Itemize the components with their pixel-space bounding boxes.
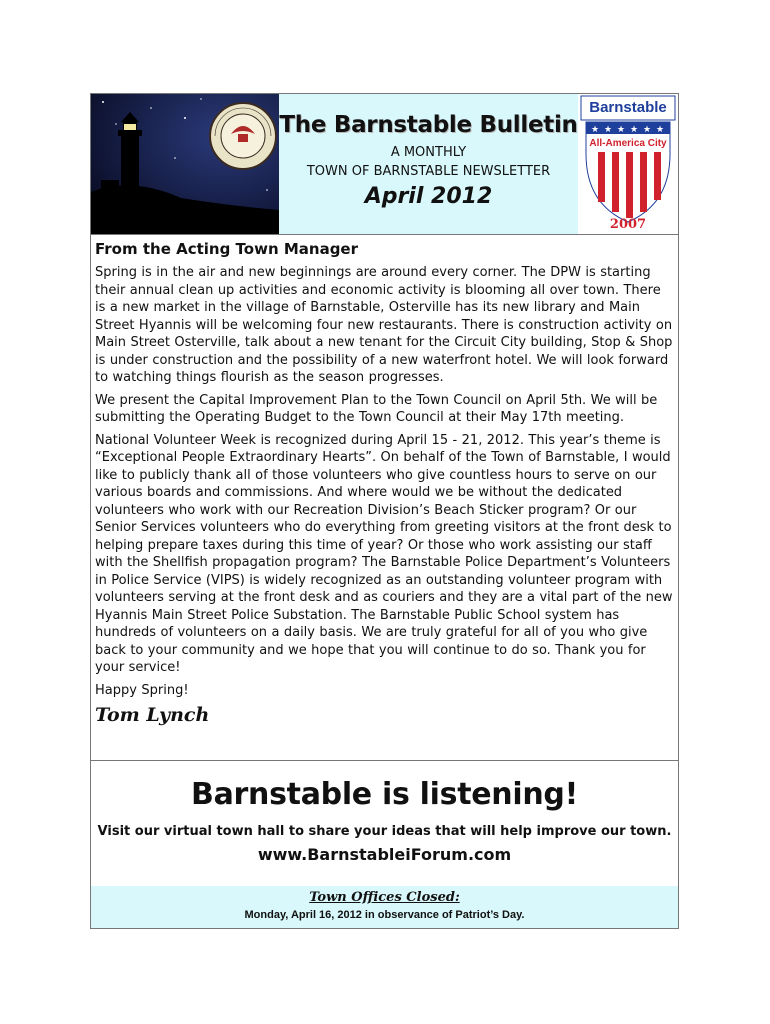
svg-text:2007: 2007 (609, 217, 647, 232)
issue-date: April 2012 (364, 184, 493, 209)
svg-text:★: ★ (617, 125, 626, 135)
newsletter-header (91, 94, 678, 235)
iforum-link[interactable]: www.BarnstableiForum.com (257, 845, 512, 864)
svg-text:★: ★ (591, 125, 600, 135)
article-heading: From the Acting Town Manager (95, 240, 358, 258)
listening-headline: Barnstable is listening! (191, 777, 578, 812)
offices-closed-notice (91, 886, 678, 928)
town-seal-icon (210, 103, 276, 169)
town-manager-article (95, 240, 675, 726)
newsletter-frame (90, 93, 679, 929)
all-america-city-badge (578, 94, 678, 234)
masthead (279, 94, 578, 234)
article-paragraph-3: National Volunteer Week is recognized during April 15 - 21, 2012. This year’s theme is “Exceptional People Extraordinary Hearts”. On behalf of the Town of Barnstable, I would like to publicly thank all of those volunteers who give countless hours to serve on our various boards and commissions. And where would we be without the dedicated volunteers who work with our Recreation Division’s Beach Sticker program? Or our Senior Services volunteers who do everything from greeting visitors at the front desk to helping prepare taxes during this time of year? Or those who work assisting our staff with the Shellfish propagation program? The Barnstable Police Department’s Volunteers in Police Service (VIPS) is widely recognized as an outstanding volunteer program with volunteers serving at the front desk and as couriers and they are a vital part of the new Hyannis Main Street Police Substation. The Barnstable Public School system has hundreds of volunteers on a daily basis. We are truly grateful for all of you who give back to your community and we hope that you will continue to do so. Thank you for your service! (95, 432, 673, 675)
offices-closed-detail: Monday, April 16, 2012 in observance of Patriot’s Day. (244, 909, 525, 921)
svg-text:All-America City: All-America City (589, 138, 667, 149)
article-closing: Happy Spring! (95, 682, 189, 698)
svg-text:★: ★ (656, 125, 665, 135)
listening-text: Visit our virtual town hall to share your ideas that will help improve our town. (97, 824, 672, 839)
svg-text:★: ★ (630, 125, 639, 135)
newsletter-title: The Barnstable Bulletin (279, 112, 578, 138)
article-paragraph-1: Spring is in the air and new beginnings are around every corner. The DPW is starting their annual clean up activities and economic activity is blooming all over town. There is a new market in the village of Barnstable, Osterville has its new library and Main Street Hyannis will be welcoming four new restaurants. There is construction activity on Main Street Osterville, talk about a new tenant for the Circuit City building, Stop & Shop is under construction and the possibility of a new waterfront hotel. We will look forward to watching things flourish as the season progresses. (95, 265, 673, 385)
svg-text:★: ★ (604, 125, 613, 135)
svg-text:Barnstable: Barnstable (589, 99, 667, 116)
all-america-city-logo-icon (578, 94, 678, 234)
svg-text:★: ★ (643, 125, 652, 135)
lighthouse-image (91, 94, 279, 234)
lighthouse-photo (91, 94, 279, 234)
offices-closed-title: Town Offices Closed: (309, 890, 460, 905)
newsletter-subtitle-monthly: A MONTHLY (390, 145, 467, 160)
listening-banner (91, 760, 678, 887)
signature: Tom Lynch (95, 704, 210, 726)
newsletter-subtitle-town: TOWN OF BARNSTABLE NEWSLETTER (306, 164, 551, 179)
article-paragraph-2: We present the Capital Improvement Plan to the Town Council on April 5th. We will be submitting the Operating Budget to the Town Council at their May 17th meeting. (95, 392, 658, 425)
